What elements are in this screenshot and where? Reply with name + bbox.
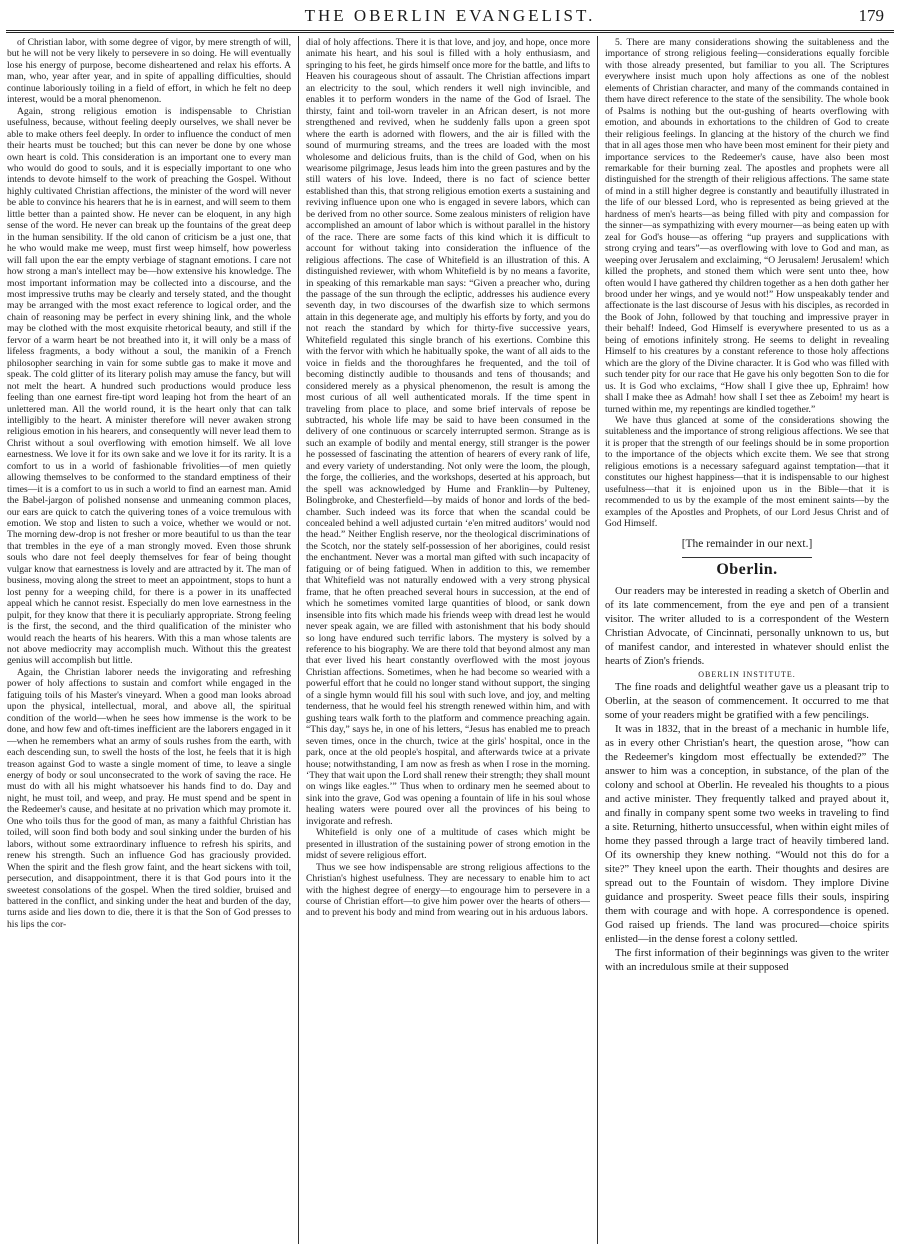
page-number: 179 — [858, 6, 884, 25]
paragraph: dial of holy affections. There it is that love, and joy, and hope, once more animate his heart, and his soul is filled with a holy enthusiasm, and springing to his feet, he girds himself once more for the battle, and lifts to Heaven his courageous shout of assault. The Christian affections impart an electricity to the soul, which renders it well nigh invincible, and enables it to perform wonders in the name of the God of Israel. The thirsty, faint and toil-worn traveler in an African desert, is not more strengthened and revived, when he suddenly falls upon a green spot where the earth is adorned with flowers, and the air is filled with the sound of murmuring streams, and the trees are loaded with the most wholesome and delicious fruits, than is the child of God, when on his wearisome pilgrimage, Jesus leads him into the green pastures and by the still waters of his love. Indeed, there is no fact of science better established than this, that strong religious emotion exerts a sustaining and reviving influence upon one who is engaged in severe labors, which can be derived from no other source. Some zealous ministers of religion have accomplished an amount of labor which is without parallel in the history of the race. There are some facts of this kind which it is difficult to account for without taking into consideration the influence of the religious affections. The case of Whitefield is an illustration of this. A distinguished reviewer, with whom Whitefield is by no means a favorite, in speaking of this remarkable man says: “Given a preacher who, during the passage of the sun through the ecliptic, addresses his audience every seventh day, in two discourses of the dwarfish size to which sermons attain in this degenerate age, and multiply his efforts by forty, and you do not reach the standard by which for thirty-five successive years, Whitefield regulated this single branch of his exertions. Combine this with the fervor with which he habitually spoke, the want of all aids to the voice in fields and the thoroughfares he frequented, and the toil of becoming distinctly audible to thousands and tens of thousands; and considered merely as a physical phenomenon, the result is among the most curious of all well authenticated morals. If the time spent in traveling from place to place, and some brief intervals of repose be subtracted, his whole life may be said to have been consumed in the delivery of one continuous or scarcely interrupted sermon. Strange as is such an example of bodily and mental energy, still stranger is the power he possessed of fascinating the attention of hearers of every rank of life, and every variety of understanding. Not only were the loom, the plough, the forge, the collieries, and the workshops, deserted at his approach, but the spell was acknowledged by Hume and Franklin—by Pulteney, Bolingbroke, and Chesterfield—by maids of honor and lords of the bed-chamber. Such indeed was its force that when the scandal could be concealed behind a well adjusted curtain ‘e'en mitred auditors’ would nod the head.” Neither English reserve, nor the theological discriminations of the Scotch, nor the stately self-possession of her aborigines, could resist the enchantment. Never was a mortal man gifted with such incapacity of fatiguing or of being fatigued. When in addition to this, we remember that Whitefield was not naturally endowed with a very strong physical frame, that he often preached several hours in succession, at the end of which he sometimes vomited large quantities of blood, or sank down insensible into fits which made his friends weep with dread lest he would never speak again, we are filled with astonishment that his body should so long have endured such terrific labors. The mystery is solved by a reference to his biography. We are there told that beyond almost any man that ever lived his heart constantly overflowed with the most joyous Christian affections. Sometimes, when he had become so wearied with a powerful effort that he could no longer stand without support, the singing of a single hymn would fill his soul with such love, and joy, and melting tenderness, that he would feel his strength renewed within him, and with gushing tears walk forth to the platform and commence preaching again. “This day,” says he, in one of his letters, “Jesus has enabled me to preach seven times, once in the church, twice at the girls' hospital, once in the park, once at the old people's hospital, and afterwards twice at a private house; notwithstanding, I am now as fresh as when I rose in the morning. ‘They that wait upon the Lord shall renew their strength; they shall mount on wings like eagles.’” Thus when to ordinary men he seemed about to sink into the grave, God was opening a fountain of life in his soul whose healing waters were poured over all the provinces of his being to invigorate and refresh. — [306, 37, 590, 827]
column-2 — [306, 37, 590, 1242]
continued-note: [The remainder in our next.] — [681, 538, 813, 551]
article-body — [605, 681, 889, 975]
paragraph: Whitefield is only one of a multitude of cases which might be presented in illustration of the sustaining power of strong emotion in the midst of severe religious effort. — [306, 827, 590, 862]
paragraph: of Christian labor, with some degree of vigor, by mere strength of will, but he will not be very likely to persevere in so doing. He will eventually lose his energy of purpose, become disheartened and relax his efforts. A man, who, year after year, and in spite of appalling difficulties, should continue laboriously toiling in a field of effort, in which he felt no deep interest, would be a moral phenomenon. — [7, 37, 291, 106]
header-rule — [6, 30, 894, 33]
masthead — [0, 0, 900, 32]
column-1 — [7, 37, 291, 1242]
paragraph: It was in 1832, that in the breast of a mechanic in humble life, as in every other Christian's heart, the question arose, “how can the Redeemer's kingdom most effectually be extended?” The answer to him was a conception, in substance, of the plan of the colony and school at Oberlin. He revealed his thoughts to a pious and active minister. They frequently talked and prayed about it, and finally in company spent some two weeks in traveling to find a site. Returning, hitherto unsuccessful, when within eight miles of home they passed through a large tract of heavily timbered land. Of its ownership they knew nothing. “Would not this do for a site?” They kneel upon the earth. Their thoughts and desires are spread out to the Fountain of wisdom. They implore Divine guidance and prosperity. Sweet peace fills their souls, inspiring them with courage and with hope. A correspondence is opened. God raised up friends. The land was procured—choice spirits enlisted—in the dense forest a colony settled. — [605, 723, 889, 945]
paragraph: 5. There are many considerations showing the suitableness and the importance of strong religious feeling—considerations equally forcible with those already presented, but familiar to you all. The Scriptures everywhere insist much upon holy affections as one of the noblest elements of Christian character, and many of the commands contained in them have direct reference to the state of the sensibility. The whole book of Psalms is nothing but the out-gushing of hearts overflowing with emotion, and abounds in exhortations to the children of God to create their religious feelings. In glancing at the history of the church we find that in all ages those men who have been most eminent for their piety and importance services to the Redeemer's cause, have also been most remarkable for their burning zeal. The apostles and prophets were all distinguished for the strength of their religious affections. The same state of mind in a still higher degree is constantly and beautifully illustrated in the life of our blessed Lord, who is represented as being grieved at the hardness of men's hearts—as being filled with pity and compassion for the sinner—as sympathizing with every mourner—as being eaten up with zeal for God's house—as offering “up prayers and supplications with strong crying and tears”—as overflowing with love to God and man, as weeping over Jerusalem and exclaiming, “O Jerusalem! Jerusalem! which killed the prophets, and stoned them which were sent unto thee, how often would I have gathered thy children together as a hen doth gather her brood under her wings, and ye would not!” How unspeakably tender and affectionate is the last discourse of Jesus with his disciples, as recorded in the Book of John, followed by that touching and impressive prayer in their behalf! Indeed, God Himself is everywhere presented to us as a being of emotions infinitely strong. He seems to delight in revealing Himself to his creatures by a constant reference to those holy affections which are the glory of the Divine character. It is God who was filled with such tender pity for our race that He gave his only begotten Son to die for us. It is God who exclaims, “How shall I give thee up, Ephraim! how shall I make thee as Admah! how shall I set thee as Zeboim! my heart is turned within me, my repentings are kindled together.” — [605, 37, 889, 415]
paragraph: Our readers may be interested in reading a sketch of Oberlin and of its late commencement, from the eye and pen of a transient visitor. The writer alluded to is a correspondent of the Western Christian Advocate, of Cincinnati, personally unknown to us, but of manifest candor, and interested in whatever should enlist the hearts of Zion's friends. — [605, 586, 889, 668]
paragraph: Again, strong religious emotion is indispensable to Christian usefulness, because, without feeling deeply ourselves, we shall never be able to make others feel deeply. In order to influence the conduct of men their hearts must be touched; but this can never be done by one whose own heart is cold. This consideration is an important one to every man who would do good to souls, and it is especially important to one who intends to devote himself to the work of preaching the Gospel. Without highly cultivated Christian affections, the minister of the word will never be able to convince his hearers that he is in earnest, and will seem to them little better than a painted show. He never can be eloquent, in any high sense of the word. He never can break up the fountains of the great deep in the human sensibility. If the old canon of criticism be a just one, that he who would make me weep, must first weep himself, how powerless will fall upon the ear the empty verbiage of stagnant emotions. I care not how strong a man's intellect may be—how extensive his knowledge. The most important information may be collected into a discourse, and the most impressive truths may be clearly and tersely stated, and the thought may be arranged with the most exact reference to logical order, and the chain of reasoning may be perfect in every shining link, and the whole may be clothed with the most exquisite rhetorical beauty, and still if the fervor of a warm heart be not breathed into it, it will only be a mass of lifeless fragments, a body without a soul, the manikin of a French philosopher searching in vain for some subtle gas to make it move and speak. The cold glitter of its literary polish may amuse the fancy, but will not melt the heart. A hundred such productions would produce less feeling than one earnest fire-tipt word leaping hot from the heart of an unlettered man. All the world round, it is the heart only that can talk intelligibly to the heart. A minister therefore will never awaken strong religious emotion in his hearers, and consequently will never lead them to Christ without a soul overflowing with emotion himself. We all love earnestness. We love it for its own sake and we love it for its rarity. It is a comfort to us in a world of fashionable frivolities—of men quietly allowing themselves to be conformed to the standard emptiness of their times—it is a comfort to us in such a world to find an earnest man. Amid the Babel-jargon of polished nonsense and unmeaning common places, our ears are quick to catch the quivering tones of a voice tremulous with emotion. We stop and listen to such a voice, whether we would or not. The morning dew-drop is not fresher or more beautiful to us than the tear that trembles in the eye of a man strongly moved. Even those shrunk souls who dare not feel deeply themselves for fear of being thought vulgar know that earnestness is lovely and are attracted by it. The man of business, moving along the street to meet an appointment, stops to hunt a lost penny for a weeping child, for there is a power in its unaffected appeal which he cannot resist. Especially do men love earnestness in the pulpit, for they know that there it is peculiarly appropriate. Strong feeling is the first, the second, and the third qualification of the minister who would reach the hearts of his hearers. With this a man whose talents are not above mediocrity may accomplish much. Without this the greatest genius will accomplish but little. — [7, 105, 291, 667]
newspaper-title: THE OBERLIN EVANGELIST. — [304, 6, 596, 25]
section-heading: Oberlin. — [716, 560, 778, 578]
paragraph: We have thus glanced at some of the considerations showing the suitableness and the importance of strong religious affections. We see that it is proper that the strength of our feelings should be in some proportion to the importance of the objects which excite them. We see that strong religious emotions is a necessary safeguard against temptation—that it constitutes our highest happiness—that it is indispensable to our highest usefulness—that it is enjoined upon us in the Bible—that it is recommended to us by the example of the most eminent saints—by the examples of the Apostles and Prophets, of our Lord Jesus Christ and of God Himself. — [605, 414, 889, 530]
column-3 — [605, 37, 889, 1242]
paragraph: The fine roads and delightful weather gave us a pleasant trip to Oberlin, at the season of commencement. It occurred to me that some of your readers might be gratified with a few pencilings. — [605, 681, 889, 721]
article-subheading: OBERLIN INSTITUTE. — [698, 670, 796, 680]
column-divider — [597, 36, 598, 1244]
column-divider — [298, 36, 299, 1244]
paragraph: Again, the Christian laborer needs the invigorating and refreshing power of holy affections to sustain and comfort while engaged in the fatiguing toils of his Master's vineyard. When a good man looks abroad upon the physical, intellectual, moral, and above all, the spiritual condition of the world—when he sees how immense is the work to be done, and how few and oft-times inefficient are the laborers engaged in it—when he remembers what an army of souls rushes from the earth, with each descending sun, to swell the hosts of the lost, he feels that it is high treason against God to waste a single moment of time, to leave a single energy of body or soul unconsecrated to the work of saving the race. He must do with all his might whatsoever his hands find to do. Day and night, he must toil, and weep, and pray. He must spend and be spent in the Redeemer's cause, and hesitate at no privation which may promote it. One who toils thus for the good of man, as many a faithful Christian has toiled, will soon find both body and soul sinking under the burden of his labors, without some extraordinary influence to refresh his spirits, and renew his strength. Such an influence God has graciously provided. When the spirit and the flesh grow faint, and the heart sickens with toil, persecution, and disappointment, there it is that God pours into it the sweetest consolations of the gospel. When the tired soldier, bruised and battered in the conflict, and sinking under the heat and burden of the day, turns aside and lies down to die, there it is that the Son of God presses to his lips the cor- — [7, 666, 291, 930]
editorial-intro — [605, 585, 889, 669]
paragraph: Thus we see how indispensable are strong religious affections to the Christian's highest usefulness. They are necessary to enable him to act with the highest degree of energy—to engourage him to persevere in a course of Christian effort—to give him power over the hearts of others—and to prevent his body and mind from wearing out in his arduous labors. — [306, 861, 590, 919]
paragraph: The first information of their beginnings was given to the writer with an incredulous smile at their supposed — [605, 947, 889, 973]
section-divider — [682, 557, 812, 558]
